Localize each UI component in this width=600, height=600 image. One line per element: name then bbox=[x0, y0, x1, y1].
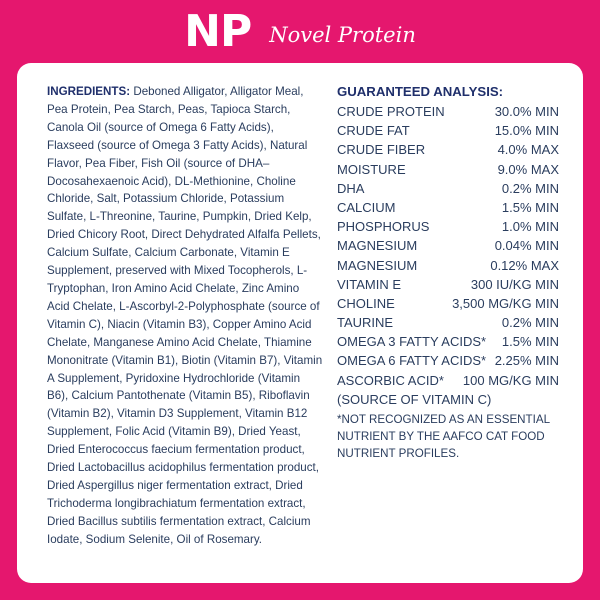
analysis-row bbox=[337, 121, 559, 140]
analysis-value: 30.0% MIN bbox=[494, 104, 559, 119]
guaranteed-analysis-heading: GUARANTEED ANALYSIS: bbox=[337, 84, 504, 99]
analysis-value: 9.0% MAX bbox=[497, 161, 559, 177]
analysis-row bbox=[337, 313, 559, 332]
analysis-value: 2.25% MIN bbox=[494, 353, 559, 369]
analysis-nutrient: CRUDE PROTEIN bbox=[337, 104, 445, 119]
analysis-value: 0.2% MIN bbox=[501, 315, 559, 331]
label-header bbox=[17, 0, 583, 63]
guaranteed-analysis-section bbox=[337, 83, 559, 573]
analysis-row bbox=[337, 294, 559, 313]
analysis-nutrient: CRUDE FIBER bbox=[337, 142, 426, 158]
ingredients-heading: INGREDIENTS: bbox=[47, 85, 131, 98]
analysis-value: 0.04% MIN bbox=[494, 238, 559, 254]
analysis-nutrient: CHOLINE bbox=[337, 295, 395, 311]
ascorbic-source-note: (SOURCE OF VITAMIN C) bbox=[337, 391, 492, 407]
analysis-row bbox=[337, 256, 559, 275]
analysis-row bbox=[337, 198, 559, 217]
analysis-row bbox=[337, 179, 559, 198]
analysis-nutrient: PHOSPHORUS bbox=[337, 219, 430, 235]
analysis-nutrient: CRUDE FAT bbox=[337, 123, 410, 139]
analysis-nutrient: OMEGA 3 FATTY ACIDS* bbox=[337, 334, 487, 350]
analysis-row bbox=[337, 236, 559, 255]
analysis-nutrient: DHA bbox=[337, 180, 365, 196]
analysis-nutrient: MAGNESIUM bbox=[337, 238, 418, 254]
ingredients-section bbox=[47, 83, 323, 573]
analysis-row bbox=[337, 140, 559, 159]
analysis-nutrient: TAURINE bbox=[337, 315, 394, 331]
analysis-row bbox=[337, 217, 559, 236]
analysis-nutrient: VITAMIN E bbox=[337, 276, 402, 292]
analysis-row bbox=[337, 160, 559, 179]
analysis-nutrient: CALCIUM bbox=[337, 199, 396, 215]
analysis-row bbox=[337, 275, 559, 294]
analysis-row bbox=[337, 332, 559, 351]
analysis-value: 1.5% MIN bbox=[501, 334, 559, 350]
analysis-nutrient: ASCORBIC ACID* bbox=[337, 372, 444, 388]
brand-title: NP bbox=[184, 5, 252, 57]
analysis-value: 15.0% MIN bbox=[494, 123, 559, 139]
analysis-value: 1.5% MIN bbox=[501, 199, 559, 215]
analysis-nutrient: MAGNESIUM bbox=[337, 257, 418, 273]
ingredients-list: Deboned Alligator, Alligator Meal, Pea Protein, Pea Starch, Peas, Tapioca Starch, Canola Oil (source of Omega 6 Fatty Acids), Flaxseed (source of Omega 3 Fatty Acids), Natural Flavor, Pea Fiber, Fish Oil (source of DHA–Docosahexaenoic Acid), DL-Methionine, Choline Chloride, Salt, Potassium Chloride, Potassium Sulfate, L-Threonine, Taurine, Pumpkin, Dried Kelp, Dried Chicory Root, Direct Dehydrated Alfalfa Pellets, Calcium Sulfate, Calcium Carbonate, Vitamin E Supplement, preserved with Mixed Tocopherols, L-Tryptophan, Iron Amino Acid Chelate, Zinc Amino Acid Chelate, L-Ascorbyl-2-Polyphosphate (source of Vitamin C), Niacin (Vitamin B3), Copper Amino Acid Chelate, Manganese Amino Acid Chelate, Thiamine Mononitrate (Vitamin B1), Biotin (Vitamin B7), Vitamin A Supplement, Pyridoxine Hydrochloride (Vitamin B6), Calcium Pantothenate (Vitamin B5), Riboflavin (Vitamin B2), Vitamin D3 Supplement, Vitamin B12 Supplement, Folic Acid (Vitamin B9), Dried Yeast, Dried Enterococcus faecium fermentation product, Dried Lactobacillus acidophilus fermentation product, Dried Aspergillus niger fermentation extract, Dried Trichoderma longibrachiatum fermentation extract, Dried Bacillus subtilis fermentation extract, Calcium Iodate, Sodium Selenite, Oil of Rosemary. bbox=[47, 85, 323, 546]
analysis-value: 100 MG/KG MIN bbox=[462, 372, 559, 388]
analysis-nutrient: OMEGA 6 FATTY ACIDS* bbox=[337, 353, 487, 369]
analysis-row bbox=[337, 351, 559, 370]
aafco-footnote: *NOT RECOGNIZED AS AN ESSENTIAL NUTRIENT BY THE AAFCO CAT FOOD NUTRIENT PROFILES. bbox=[337, 413, 550, 461]
analysis-value: 0.2% MIN bbox=[501, 180, 559, 196]
analysis-value: 300 IU/KG MIN bbox=[470, 276, 559, 292]
analysis-row bbox=[337, 102, 559, 121]
analysis-nutrient: MOISTURE bbox=[337, 161, 406, 177]
analysis-value: 1.0% MIN bbox=[501, 219, 559, 235]
analysis-value: 0.12% MAX bbox=[490, 257, 559, 273]
brand-subtitle: Novel Protein bbox=[269, 22, 416, 47]
analysis-value: 4.0% MAX bbox=[497, 142, 559, 158]
analysis-row bbox=[337, 371, 559, 390]
nutrition-panel bbox=[17, 63, 583, 583]
analysis-value: 3,500 MG/KG MIN bbox=[452, 295, 559, 311]
